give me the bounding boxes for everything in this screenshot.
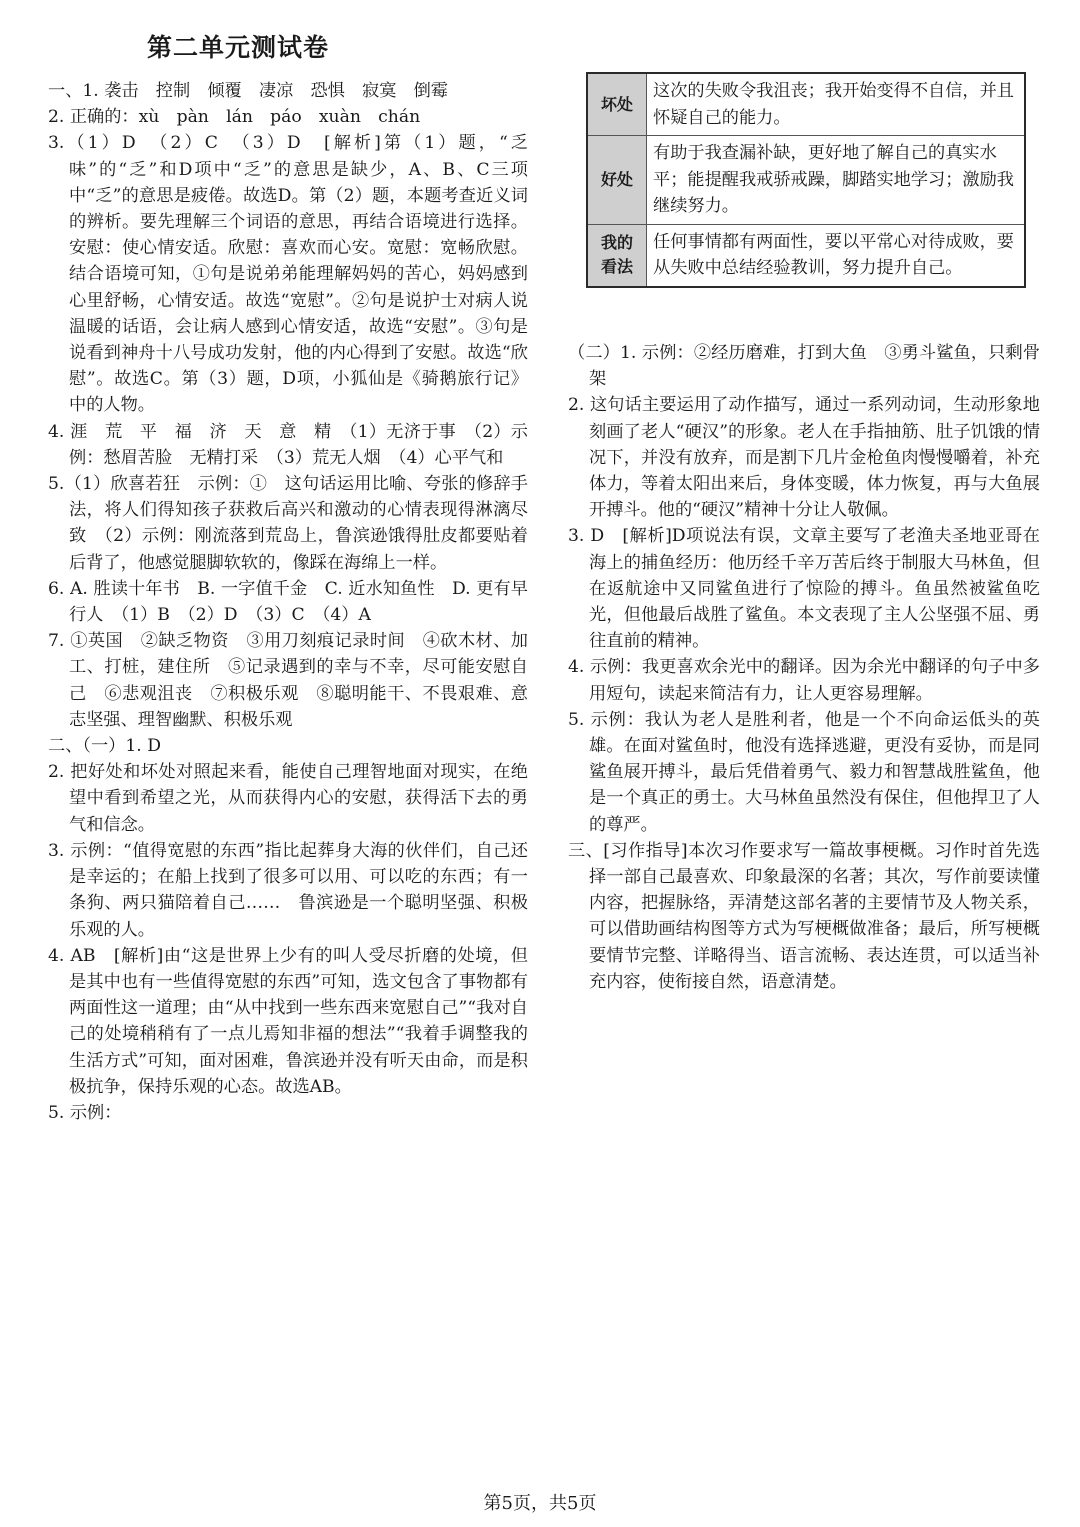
answer-paragraph: 2. 正确的：xù pàn lán páo xuàn chán bbox=[48, 107, 421, 128]
answer-paragraph: 5. 示例： bbox=[48, 1102, 122, 1123]
table-row bbox=[587, 73, 1025, 136]
answer-paragraph: 2. 把好处和坏处对照起来看，能使自己理智地面对现实，在绝望中看到希望之光，从而获得内心的安慰，获得活下去的勇气和信念。 bbox=[48, 762, 528, 835]
left-column bbox=[48, 78, 528, 1126]
answer-paragraph: 6. A. 胜读十年书 B. 一字值千金 C. 近水知鱼性 D. 更有早行人 （1）B （2）D （3）C （4）A bbox=[48, 578, 528, 626]
answer-paragraph: 5.（1）欣喜若狂 示例：① 这句话运用比喻、夸张的修辞手法，将人们得知孩子获救后高兴和激动的心情表现得淋漓尽致 （2）示例：刚流落到荒岛上，鲁滨逊饿得肚皮都要贴着后背了，他感觉腿脚软软的，像踩在海绵上一样。 bbox=[48, 474, 528, 573]
table-row-header: 我的看法 bbox=[587, 224, 647, 287]
answer-paragraph: 4. 涯 荒 平 福 济 天 意 精 （1）无济于事 （2）示例：愁眉苦脸 无精打采 （3）荒无人烟 （4）心平气和 bbox=[48, 421, 528, 468]
answer-paragraph: （二）1. 示例：②经历磨难，打到大鱼 ③勇斗鲨鱼，只剩骨架 bbox=[568, 343, 1040, 390]
answer-paragraph: 二、（一）1. D bbox=[48, 736, 161, 757]
answer-paragraph: 3. 示例：“值得宽慰的东西”指比起葬身大海的伙伴们，自己还是幸运的；在船上找到了很多可以用、可以吃的东西；有一条狗、两只猫陪着自己…… 鲁滨逊是一个聪明坚强、积极乐观的人。 bbox=[48, 840, 528, 940]
table-row-text: 这次的失败令我沮丧；我开始变得不自信，并且怀疑自己的能力。 bbox=[647, 73, 1026, 136]
table-row bbox=[587, 136, 1025, 225]
answer-paragraph: 一、1. 袭击 控制 倾覆 凄凉 恐惧 寂寞 倒霉 bbox=[48, 81, 448, 101]
table-row-text: 有助于我查漏补缺，更好地了解自己的真实水平；能提醒我戒骄戒躁，脚踏实地学习；激励我继续努力。 bbox=[647, 136, 1026, 225]
table-row-header: 坏处 bbox=[587, 73, 647, 136]
answer-paragraph: 3.（1）D （2）C （3）D [解析]第（1）题，“乏味”的“乏”和D项中“乏”的意思是缺少，A、B、C三项中“乏”的意思是疲倦。故选D。第（2）题，本题考查近义词的辨析。要先理解三个词语的意思，再结合语境进行选择。安慰：使心情安适。欣慰：喜欢而心安。宽慰：宽畅欣慰。结合语境可知，①句是说弟弟能理解妈妈的苦心，妈妈感到心里舒畅，心情安适。故选“宽慰”。②句是说护士对病人说温暖的话语，会让病人感到心情安适，故选“安慰”。③句是说看到神舟十八号成功发射，他的内心得到了安慰。故选“欣慰”。故选C。第（3）题，D项，小狐仙是《骑鹅旅行记》中的人物。 bbox=[48, 133, 528, 416]
answer-paragraph: 5. 示例：我认为老人是胜利者，他是一个不向命运低头的英雄。在面对鲨鱼时，他没有选择逃避，更没有妥协，而是同鲨鱼展开搏斗，最后凭借着勇气、毅力和智慧战胜鲨鱼，他是一个真正的勇士。大马林鱼虽然没有保住，但他捍卫了人的尊严。 bbox=[568, 709, 1040, 835]
table-row-text: 任何事情都有两面性，要以平常心对待成败，要从失败中总结经验教训，努力提升自己。 bbox=[647, 224, 1026, 287]
answer-paragraph: 7. ①英国 ②缺乏物资 ③用刀刻痕记录时间 ④砍木材、加工、打桩，建住所 ⑤记录遇到的幸与不幸，尽可能安慰自己 ⑥悲观沮丧 ⑦积极乐观 ⑧聪明能干、不畏艰难、意志坚强、理智幽默、积极乐观 bbox=[48, 631, 528, 730]
page-footer: 第5页，共5页 bbox=[483, 1493, 597, 1514]
pros-cons-table bbox=[586, 72, 1026, 288]
answer-paragraph: 4. 示例：我更喜欢余光中的翻译。因为余光中翻译的句子中多用短句，读起来简洁有力，让人更容易理解。 bbox=[568, 657, 1040, 704]
answer-paragraph: 三、[习作指导]本次习作要求写一篇故事梗概。习作时首先选择一部自己最喜欢、印象最深的名著；其次，写作前要读懂内容，把握脉络，弄清楚这部名著的主要情节及人物关系，可以借助画结构图等方式为写梗概做准备；最后，所写梗概要情节完整、详略得当、语言流畅、表达连贯，可以适当补充内容，使衔接自然，语意清楚。 bbox=[568, 840, 1040, 992]
page-title: 第二单元测试卷 bbox=[147, 33, 330, 62]
answer-paragraph: 4. AB [解析]由“这是世界上少有的叫人受尽折磨的处境，但是其中也有一些值得宽慰的东西”可知，选文包含了事物都有两面性这一道理；由“从中找到一些东西来宽慰自己”“我对自己的处境稍稍有了一点儿焉知非福的想法”“我着手调整我的生活方式”可知，面对困难，鲁滨逊并没有听天由命，而是积极抗争，保持乐观的心态。故选AB。 bbox=[48, 945, 528, 1097]
answer-paragraph: 3. D [解析]D项说法有误，文章主要写了老渔夫圣地亚哥在海上的捕鱼经历：他历经千辛万苦后终于制服大马林鱼，但在返航途中又同鲨鱼进行了惊险的搏斗。鱼虽然被鲨鱼吃光，但他最后战胜了鲨鱼。本文表现了主人公坚强不屈、勇往直前的精神。 bbox=[568, 526, 1040, 652]
answer-paragraph: 2. 这句话主要运用了动作描写，通过一系列动词，生动形象地刻画了老人“硬汉”的形象。老人在手指抽筋、肚子饥饿的情况下，并没有放弃，而是割下几片金枪鱼肉慢慢嚼着，补充体力，等着太阳出来后，身体变暖，体力恢复，再与大鱼展开搏斗。他的“硬汉”精神十分让人敬佩。 bbox=[568, 395, 1040, 521]
table-row-header: 好处 bbox=[587, 136, 647, 225]
table-row bbox=[587, 224, 1025, 287]
right-column bbox=[568, 340, 1040, 995]
